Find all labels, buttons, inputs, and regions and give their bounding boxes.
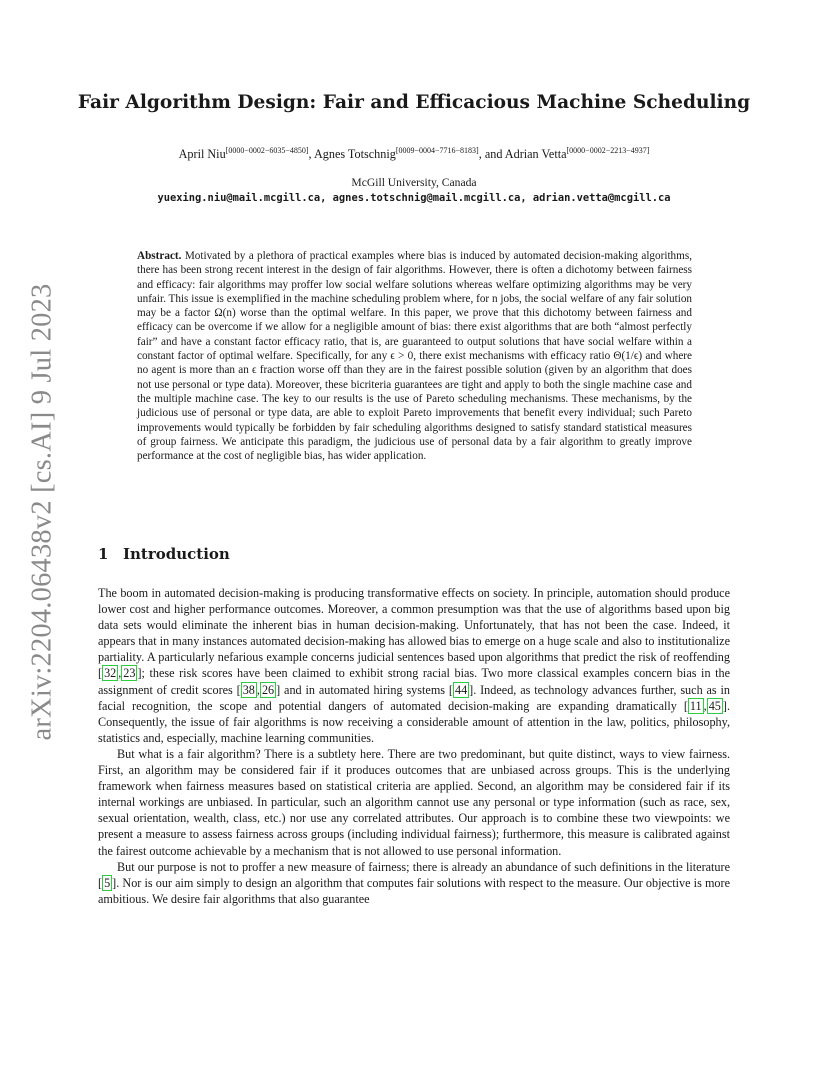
citation-link[interactable]: 5	[104, 875, 111, 890]
text-run: ] and in automated hiring systems [	[276, 682, 453, 697]
text-run: ,	[256, 682, 260, 697]
author-separator: ,	[308, 147, 314, 162]
citation-link[interactable]: 11	[689, 698, 702, 713]
text-run: ,	[703, 698, 707, 713]
citation-link[interactable]: 38	[242, 682, 255, 697]
section-number: 1	[98, 545, 109, 563]
abstract-label: Abstract.	[137, 250, 182, 262]
abstract	[137, 249, 692, 463]
author-name: April Niu	[178, 147, 226, 162]
section-title: Introduction	[123, 545, 230, 563]
text-run: ]; these risk scores have been claimed to exhibit strong racial bias. Two more classical examples concern bias in the assignment of credit scores [	[98, 666, 730, 697]
citation-link[interactable]: 32	[104, 666, 117, 681]
text-run: ]. Consequently, the issue of fair algorithms is now receiving a considerable amount of attention in the law, politics, philosophy, statistics and, especially, machine learning communities.	[98, 698, 730, 745]
author-name: Agnes Totschnig	[313, 147, 396, 162]
author-separator: , and	[478, 147, 505, 162]
author-name: Adrian Vetta	[504, 147, 567, 162]
paragraph	[98, 585, 730, 746]
text-run: But our purpose is not to proffer a new measure of fairness; there is already an abundance of such definitions in the literature [	[98, 859, 730, 890]
citation-link[interactable]: 44	[454, 682, 468, 697]
paper-title: Fair Algorithm Design: Fair and Efficacious Machine Scheduling	[77, 92, 751, 113]
citation-link[interactable]: 23	[123, 666, 136, 681]
introduction-body	[98, 585, 730, 907]
affiliation: McGill University, Canada	[351, 176, 477, 189]
arxiv-id[interactable]: arXiv:2204.06438v2 [cs.AI] 9 Jul 2023	[26, 283, 58, 741]
author-orcid[interactable]: [0009−0004−7716−8183]	[395, 146, 479, 155]
abstract-text: Motivated by a plethora of practical examples where bias is induced by automated decision-making algorithms, there has been strong recent interest in the design of fair algorithms. However, there is often a dichotomy between fairness and efficacy: fair algorithms may proffer low social welfare solutions whereas welfare optimizing algorithms may be very unfair. This issue is exemplified in the machine scheduling problem where, for n jobs, the social welfare of any fair solution may be a factor Ω(n) worse than the optimal welfare. In this paper, we prove that this dichotomy between fairness and efficacy can be overcome if we allow for a negligible amount of bias: there exist algorithms that are both “almost perfectly fair” and have a constant factor efficacy ratio, that is, are guaranteed to output solutions that have social welfare within a constant factor of optimal welfare. Specifically, for any ϵ > 0, there exist mechanisms with efficacy ratio Θ(1/ϵ) and where no agent is more than an ϵ fraction worse off than they are in the fairest possible solution (given by an algorithm that does not use personal or type data). Moreover, these bicriteria guarantees are tight and apply to both the single machine case and the multiple machine case. The key to our results is the use of Pareto scheduling mechanisms. These mechanisms, by the judicious use of personal or type data, are able to exploit Pareto improvements that benefit every individual; such Pareto improvements would typically be forbidden by fair scheduling algorithms designed to satisfy standard statistical measures of group fairness. We anticipate this paradigm, the judicious use of personal data by a fair algorithm to greatly improve performance at the cost of negligible bias, has wider application.	[137, 250, 693, 463]
paragraph	[98, 746, 730, 859]
author-orcid[interactable]: [0000−0002−6035−4850]	[225, 146, 309, 155]
text-run: ]. Nor is our aim simply to design an algorithm that computes fair solutions with respect to the measure. Our objective is more ambitious. We desire fair algorithms that also guarantee	[98, 875, 730, 906]
paragraph	[98, 859, 730, 907]
text-run: The boom in automated decision-making is producing transformative effects on society. In principle, automation should produce lower cost and higher performance outcomes. Moreover, a common presumption was that the use of algorithms based upon big data sets would eliminate the inherent bias in human decision-making. Unfortunately, that has not been the case. Indeed, it appears that in many instances automated decision-making has allowed bias to emerge on a huge scale and also to institutionalize partiality. A particularly nefarious example concerns judicial sentences based upon algorithms that predict the risk of reoffending [	[98, 586, 730, 681]
text-run: But what is a fair algorithm? There is a subtlety here. There are two predominant, but quite distinct, ways to view fairness. First, an algorithm may be considered fair if it produces outcomes that are unbiased across groups. This is the underlying framework when fairness measures based on statistical criteria are applied. Second, an algorithm may be considered fair if its internal workings are unbiased. In particular, such an algorithm cannot use any personal or type information (such as race, sex, sexual orientation, wealth, class, etc.) nor use any correlated attributes. Our approach is to combine these two viewpoints: we present a measure to assess fairness across groups (including individual fairness); furthermore, this measure is calibrated against the fairest outcome achievable by a mechanism that is not allowed to use personal information.	[98, 746, 730, 858]
author-emails[interactable]: yuexing.niu@mail.mcgill.ca, agnes.totschnig@mail.mcgill.ca, adrian.vetta@mcgill.ca	[157, 192, 671, 204]
arxiv-stamp	[17, 283, 67, 741]
author-list	[40, 146, 788, 162]
author-orcid[interactable]: [0000−0002−2213−4937]	[566, 146, 650, 155]
text-run: ,	[118, 666, 122, 681]
section-heading	[98, 545, 730, 563]
text-run: ]. Indeed, as technology advances further, such as in facial recognition, the scope and potential dangers of automated decision-making are expanding dramatically [	[98, 682, 731, 713]
citation-link[interactable]: 26	[261, 682, 275, 697]
citation-link[interactable]: 45	[708, 698, 721, 713]
